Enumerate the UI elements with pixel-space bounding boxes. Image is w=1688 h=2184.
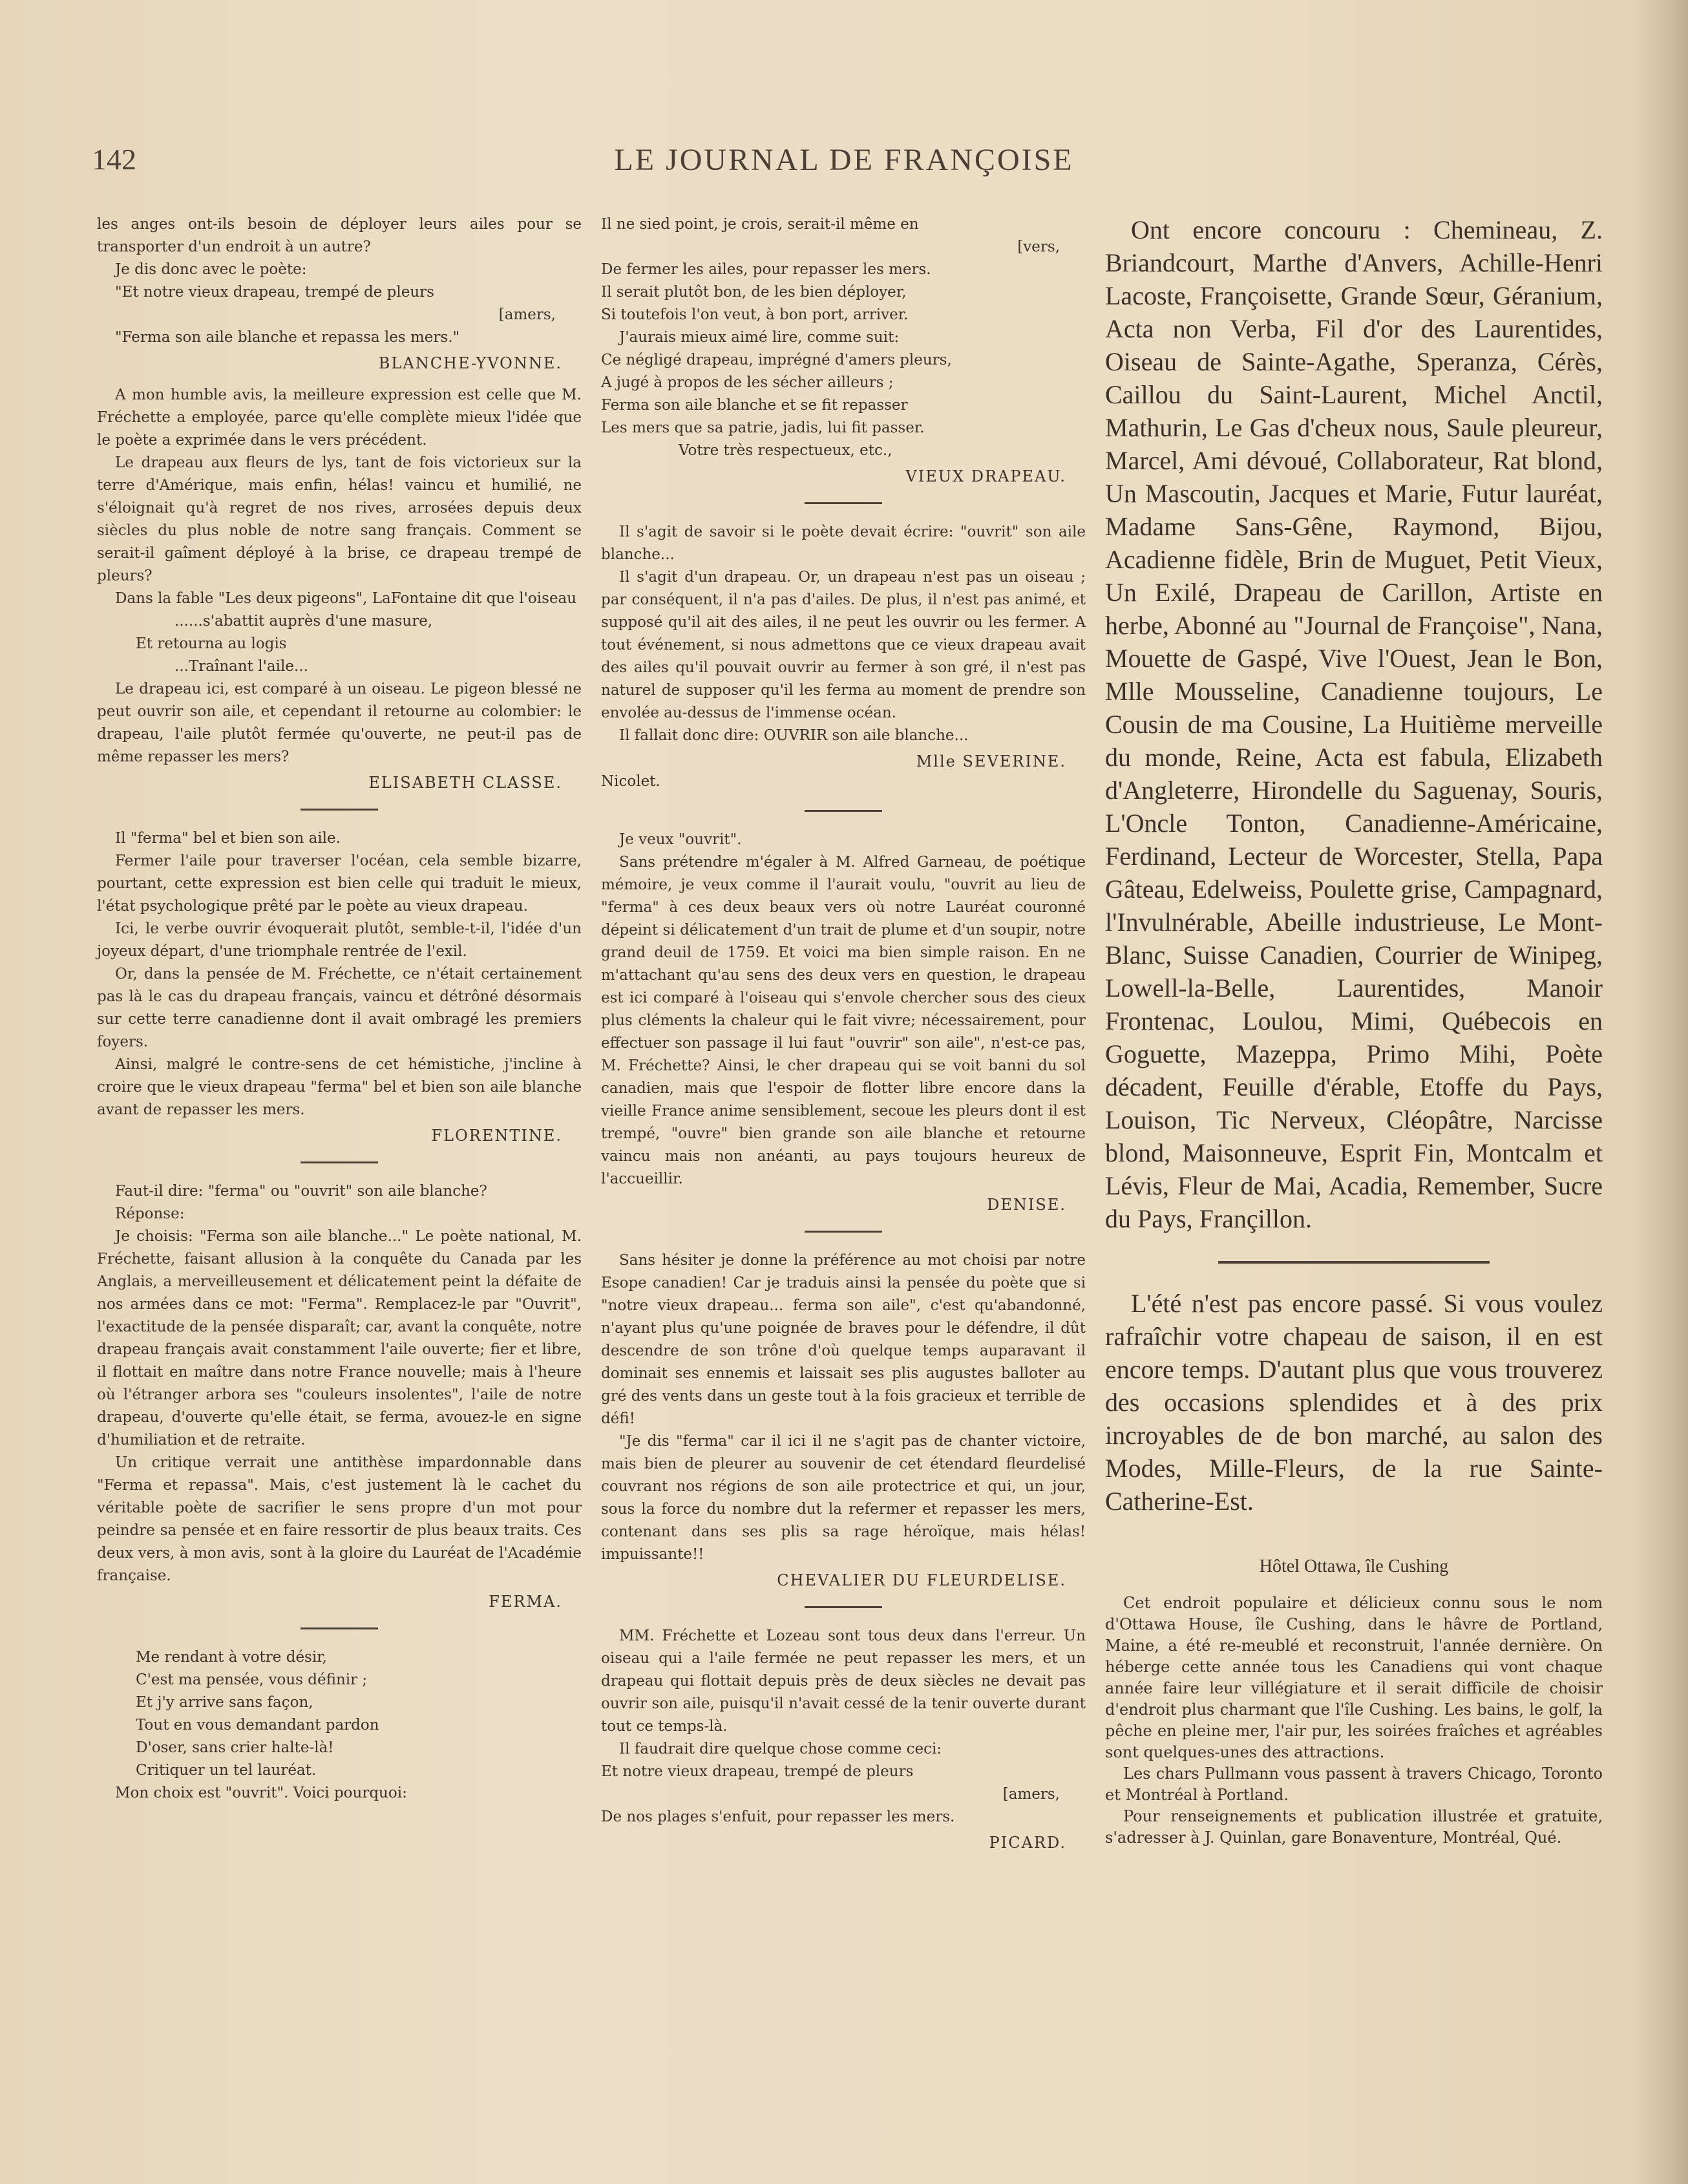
hotel-ad-title: Hôtel Ottawa, île Cushing [1259,1556,1449,1576]
page-number: 142 [92,143,136,176]
paragraph: Je choisis: "Ferma son aile blanche..." Le poète national, M. Fréchette, faisant allusion à la conquête du Canada par les Anglais, a merveilleusement et délicatement peint la défaite de nos armées dans ce mot: "Ferma". Remplacez-le par "Ouvrit", l'exactitude de la pensée disparaît; car, avant la conquête, notre drapeau français avait constamment l'aile ouverte; fier et libre, il flottait en maître dans notre France nouvelle; mais à l'heure où l'étranger arbora ses "couleurs insolentes", l'aile de notre drapeau, d'ouverte qu'elle était, se ferma, avouez-le en signe d'humiliation et de retraite. [97,1228,582,1448]
verse-line: "Et notre vieux drapeau, trempé de pleurs [115,284,434,301]
paragraph: Pour renseignements et publication illustrée et gratuite, s'adresser à J. Quinlan, gare Bonaventure, Montréal, Qué. [1105,1807,1603,1847]
advertisement-paragraph: L'été n'est pas encore passé. Si vous voulez rafraîchir votre chapeau de saison, il en est encore temps. D'autant plus que vous trouverez des occasions splendides et à des prix incroyables de de bon marché, au salon des Modes, Mille-Fleurs, de la rue Sainte-Catherine-Est. [1105,1289,1603,1516]
contributors-list: Ont encore concouru : Chemineau, Z. Briandcourt, Marthe d'Anvers, Achille-Henri Lacoste, Françoisette, Grande Sœur, Géranium, Acta non Verba, Fil d'or des Laurentides, Oiseau de Sainte-Agathe, Speranza, Cérès, Caillou du Saint-Laurent, Michel Anctil, Mathurin, Le Gas d'cheux nous, Saule pleureur, Marcel, Ami dévoué, Collaborateur, Rat blond, Un Mascoutin, Jacques et Marie, Futur lauréat, Madame Sans-Gêne, Raymond, Bijou, Acadienne fidèle, Brin de Muguet, Petit Vieux, Un Exilé, Drapeau de Carillon, Artiste en herbe, Abonné au "Journal de Françoise", Nana, Mouette de Gaspé, Vive l'Ouest, Jean le Bon, Mlle Mousseline, Canadienne toujours, Le Cousin de ma Cousine, La Huitième merveille du monde, Reine, Acta est fabula, Elizabeth d'Angleterre, Hirondelle du Saguenay, Souris, L'Oncle Tonton, Canadienne-Américaine, Ferdinand, Lecteur de Worcester, Stella, Papa Gâteau, Edelweiss, Poulette grise, Campagnard, l'Invulnérable, Abeille industrieuse, Le Mont-Blanc, Suisse Canadien, Courrier de Winipeg, Lowell-la-Belle, Laurentides, Manoir Frontenac, Loulou, Mimi, Québecois en Goguette, Mazeppa, Primo Mihi, Poète décadent, Feuille d'érable, Etoffe du Pays, Louison, Tic Nerveux, Cléopâtre, Narcisse blond, Maisonneuve, Esprit Fin, Montcalm et Lévis, Fleur de Mai, Acadia, Remember, Sucre du Pays, Françillon. [1105,215,1603,1233]
signature: CHEVALIER DU FLEURDELISE. [777,1571,1066,1589]
paragraph: Ainsi, malgré le contre-sens de cet hémistiche, j'incline à croire que le vieux drapeau "ferma" bel et bien son aile blanche avant de repasser les mers. [97,1056,582,1118]
paragraph: "Je dis "ferma" car il ici il ne s'agit pas de chanter victoire, mais bien de pleurer au souvenir de cet étendard fleurdelisé couvrant nos régions de son aile protectrice et qui, un jour, sous la force du nombre dut la refermer et repasser les mers, contenant dans ses plis sa rage héroïque, mais hélas! impuissante!! [601,1433,1086,1563]
paragraph: A mon humble avis, la meilleure expression est celle que M. Fréchette a employée, parce qu'elle complète mieux l'idée que le poète a exprimée dans le vers précédent. [97,387,582,449]
verse-line: Ce négligé drapeau, imprégné d'amers pleurs, [601,352,952,368]
paragraph: Sans prétendre m'égaler à M. Alfred Garneau, de poétique mémoire, je veux comme il l'aurait voulu, "ouvrit au lieu de "ferma" à ces deux beaux vers où notre Lauréat couronné dépeint si délicatement d'un trait de plume et d'un soupir, notre grand deuil de 1759. Et voici ma bien simple raison. En ne m'attachant qu'au sens des deux vers en question, le drapeau est ici comparé à l'oiseau qui s'envole chercher sous des cieux plus cléments la chaleur qui le fait vivre; nécessairement, pour effectuer son passage il lui faut "ouvrir" son aile", n'est-ce pas, M. Fréchette? Ainsi, le cher drapeau qui se voit banni du sol canadien, mais que l'espoir de flotter libre encore dans la vieille France anime sensiblement, secoue les pleurs dont il est trempé, "ouvre" bien grande son aile blanche et retourne vaincu mais non anéanti, au pays toujours heureux de l'accueillir. [601,854,1086,1187]
separator [1218,1261,1490,1264]
verse-line: Tout en vous demandant pardon [136,1717,379,1733]
verse-line: Et notre vieux drapeau, trempé de pleurs [601,1763,914,1780]
verse-line: De nos plages s'enfuit, pour repasser les mers. [601,1808,955,1825]
signature: BLANCHE-YVONNE. [378,354,562,372]
verse-line: [amers, [1002,1786,1060,1803]
paragraph: Il s'agit d'un drapeau. Or, un drapeau n'est pas un oiseau ; par conséquent, il n'a pas d'ailes. De plus, il n'est pas animé, et supposé qu'il ait des ailes, il ne peut les ouvrir ou les fermer. A tout événement, si nous admettons que ce vieux drapeau avait des ailes qu'il pouvait ouvrir au fermer à son gré, il n'est pas naturel de supposer qu'il les ferma au moment de prendre son envolée au-dessus de l'immense océan. [601,569,1086,721]
paragraph: Les chars Pullmann vous passent à travers Chicago, Toronto et Montréal à Portland. [1105,1765,1603,1804]
paragraph: Dans la fable "Les deux pigeons", LaFontaine dit que l'oiseau [115,590,577,607]
paragraph: J'aurais mieux aimé lire, comme suit: [619,329,900,346]
separator [805,502,882,504]
paragraph: Or, dans la pensée de M. Fréchette, ce n'était certainement pas là le cas du drapeau français, vaincu et détrôné désormais sur cette terre canadienne dont il avait ombragé les premiers foyers. [97,966,582,1050]
closing-line: Votre très respectueux, etc., [679,442,892,459]
verse-line: Les mers que sa patrie, jadis, lui fit passer. [601,419,925,436]
verse-line: [amers, [498,306,556,323]
separator [805,810,882,812]
verse-line: C'est ma pensée, vous définir ; [136,1671,368,1688]
verse-line: D'oser, sans crier halte-là! [136,1739,334,1756]
signature: PICARD. [989,1834,1066,1852]
verse-line: Et retourna au logis [136,635,287,652]
signature: ELISABETH CLASSE. [368,774,562,792]
verse-line: Ferma son aile blanche et se fit repasser [601,397,908,414]
paragraph: Fermer l'aile pour traverser l'océan, cela semble bizarre, pourtant, cette expression est bien celle qui traduit le mieux, l'état psychologique prêté par le poète au vieux drapeau. [97,853,582,915]
signature: Mlle SEVERINE. [916,752,1066,770]
separator [805,1606,882,1608]
paragraph: Il faudrait dire quelque chose comme ceci: [619,1741,942,1757]
signature: FERMA. [489,1593,562,1611]
hotel-ad [1105,1593,1603,1849]
paragraph: Réponse: [115,1205,185,1222]
paragraph: Cet endroit populaire et délicieux connu sous le nom d'Ottawa House, île Cushing, dans le hâvre de Portland, Maine, a été re-meublé et reconstruit, l'année dernière. On héberge cette année tous les Canadiens qui vont chaque année faire leur villégiature et il serait difficile de choisir d'endroit plus charmant que l'île Cushing. Les bains, le golf, la pêche en pleine mer, l'air pur, les soirées fraîches et agréables sont quelques-unes des attractions. [1105,1594,1603,1761]
paragraph: Je dis donc avec le poète: [115,261,307,278]
separator [805,1231,882,1233]
verse-line: De fermer les ailes, pour repasser les mers. [601,261,931,278]
paragraph: Il "ferma" bel et bien son aile. [115,830,341,847]
place-line: Nicolet. [601,773,660,790]
paragraph: Faut-il dire: "ferma" ou "ouvrit" son aile blanche? [115,1183,487,1200]
signature: FLORENTINE. [431,1127,562,1145]
separator [301,809,378,811]
verse-line: ......s'abattit auprès d'une masure, [174,613,433,630]
verse-line: Il ne sied point, je crois, serait-il même en [601,216,919,233]
column-middle [601,213,1086,1852]
verse-line: Il serait plutôt bon, de les bien déployer, [601,284,907,301]
paragraph: Mon choix est "ouvrit". Voici pourquoi: [115,1785,407,1801]
column-right [1105,213,1603,1849]
verse-line: ...Traînant l'aile... [174,658,308,675]
signature: DENISE. [987,1196,1066,1214]
column-left [97,213,582,1805]
paragraph: les anges ont-ils besoin de déployer leurs ailes pour se transporter d'un endroit à un autre? [97,216,582,255]
separator [301,1627,378,1629]
verse-line: A jugé à propos de les sécher ailleurs ; [601,374,894,391]
verse-line: [vers, [1017,239,1060,255]
signature: VIEUX DRAPEAU. [905,467,1066,485]
paragraph: Il s'agit de savoir si le poète devait écrire: "ouvrit" son aile blanche... [601,524,1086,563]
paragraph: MM. Fréchette et Lozeau sont tous deux dans l'erreur. Un oiseau qui a l'aile fermée ne peut repasser les mers, et un drapeau qui flottait depuis près de deux siècles ne devait pas ouvrir son aile, puisqu'il n'avait cessé de la tenir ouverte durant tout ce temps-là. [601,1627,1086,1735]
paragraph: Il fallait donc dire: OUVRIR son aile blanche... [619,727,969,744]
page-gutter-shadow [1636,0,1688,2184]
verse-line: Si toutefois l'on veut, à bon port, arriver. [601,306,909,323]
paragraph: Le drapeau aux fleurs de lys, tant de fois victorieux sur la terre d'Amérique, mais enfin, hélas! vaincu et humilié, ne s'éloignait qu'à regret de nos rives, arrosées depuis deux siècles du plus noble de notre sang français. Comment se serait-il gaîment déployé à la brise, ce drapeau trempé de pleurs? [97,454,582,584]
verse-line: Et j'y arrive sans façon, [136,1694,313,1711]
verse-line: "Ferma son aile blanche et repassa les mers." [115,329,460,346]
verse-line: Me rendant à votre désir, [136,1649,327,1666]
paragraph: Le drapeau ici, est comparé à un oiseau. Le pigeon blessé ne peut ouvrir son aile, et cependant il retourne au colombier: le drapeau, l'aile plutôt fermée qu'ouverte, ne peut-il pas de même repasser les mers? [97,681,582,765]
paragraph: Ici, le verbe ouvrir évoquerait plutôt, semble-t-il, l'idée d'un joyeux départ, d'une triomphale rentrée de l'exil. [97,920,582,960]
paragraph: Sans hésiter je donne la préférence au mot choisi par notre Esope canadien! Car je traduis ainsi la pensée du poète que si "notre vieux drapeau... ferma son aile", c'est qu'abandonné, n'ayant plus qu'une poignée de braves pour le défendre, il dût descendre de son trône d'où quelque temps auparavant il dominait ses ennemis et laissait ses plis augustes balloter au gré des vents dans un geste tout à la fois gracieux et terrible de défi! [601,1252,1086,1427]
verse-line: Critiquer un tel lauréat. [136,1762,317,1779]
paragraph: Un critique verrait une antithèse impardonnable dans "Ferma et repassa". Mais, c'est justement là le cachet du véritable poète de sacrifier le sens propre d'un mot pour peindre sa pensée et en faire ressortir de plus beaux traits. Ces deux vers, à mon avis, sont à la gloire du Lauréat de l'Académie française. [97,1454,582,1584]
separator [301,1161,378,1163]
running-title: LE JOURNAL DE FRANÇOISE [614,143,1074,177]
paragraph: Je veux "ouvrit". [619,831,742,848]
